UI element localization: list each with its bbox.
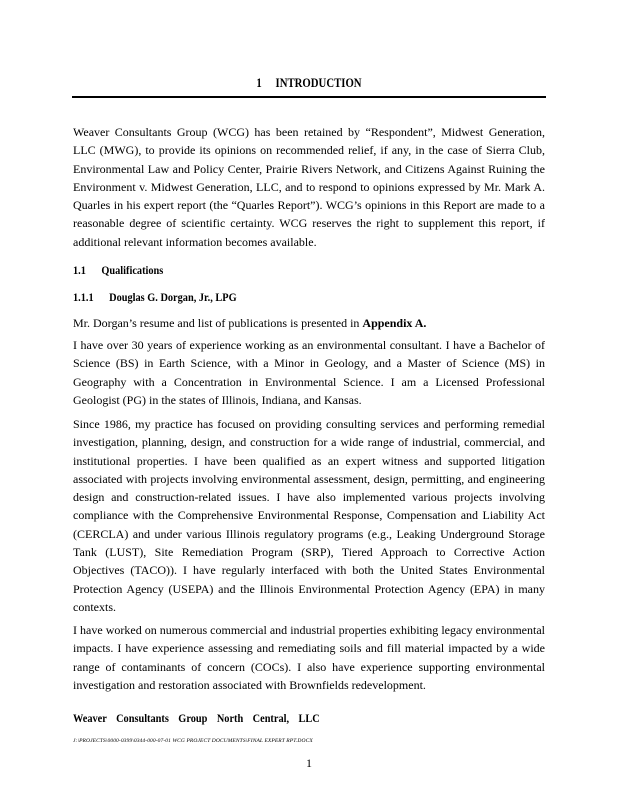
footer-file-path: J:\PROJECTS\0000-0399\0344-000-07-01 WCG PROJECT DOCUMENTS\FINAL EXPERT RPT.DOCX <box>73 738 313 744</box>
subsection-number: 1.1 <box>73 263 86 277</box>
subsection-title: Qualifications <box>101 263 164 277</box>
properties-paragraph: I have worked on numerous commercial and industrial properties exhibiting legacy environmental impacts. I have experience assessing and remediating soils and fill material impacted by a wide range of contaminants of concern (COCs). I also have experience supporting environmental investigation and restoration associated with Brownfields redevelopment. <box>73 623 545 692</box>
heading-rule <box>72 96 546 98</box>
footer-company-name: Weaver Consultants Group North Central, LLC <box>73 711 320 725</box>
subsubsection-heading <box>73 290 237 305</box>
page-number: 1 <box>306 756 312 770</box>
section-title: INTRODUCTION <box>275 76 362 90</box>
resume-text: Mr. Dorgan’s resume and list of publications is presented in <box>73 316 360 330</box>
appendix-reference: Appendix A. <box>362 316 427 330</box>
subsubsection-number: 1.1.1 <box>73 290 94 304</box>
subsubsection-title: Douglas G. Dorgan, Jr., LPG <box>109 290 237 304</box>
practice-paragraph: Since 1986, my practice has focused on providing consulting services and performing remedial investigation, planning, design, and construction for a wide range of industrial, commercial, and institutional properties. I have been qualified as an expert witness and supported litigation associated with projects involving environmental assessment, design, permitting, and engineering design and construction-related issues. I have also implemented various projects involving compliance with the Comprehensive Environmental Response, Compensation and Liability Act (CERCLA) and under various Illinois regulatory programs (e.g., Leaking Underground Storage Tank (LUST), Site Remediation Program (SRP), Tiered Approach to Corrective Action Objectives (TACO)). I have regularly interfaced with both the United States Environmental Protection Agency (USEPA) and the Illinois Environmental Protection Agency (EPA) in many contexts. <box>73 417 545 614</box>
resume-paragraph <box>73 314 545 332</box>
section-number: 1 <box>256 76 262 90</box>
subsection-heading <box>73 263 163 278</box>
section-heading <box>105 76 513 91</box>
experience-paragraph: I have over 30 years of experience working as an environmental consultant. I have a Bachelor of Science (BS) in Earth Science, with a Minor in Geology, and a Master of Science (MS) in Geography with a Concentration in Environmental Science. I am a Licensed Professional Geologist (PG) in the states of Illinois, Indiana, and Kansas. <box>73 338 545 407</box>
intro-paragraph: Weaver Consultants Group (WCG) has been retained by “Respondent”, Midwest Generation, LLC (MWG), to provide its opinions on recommended relief, if any, in the case of Sierra Club, Environmental Law and Policy Center, Prairie Rivers Network, and Citizens Against Ruining the Environment v. Midwest Generation, LLC, and to respond to opinions expressed by Mr. Mark A. Quarles in his expert report (the “Quarles Report”). WCG’s opinions in this Report are made to a reasonable degree of scientific certainty. WCG reserves the right to supplement this report, if additional relevant information becomes available. <box>73 125 545 249</box>
